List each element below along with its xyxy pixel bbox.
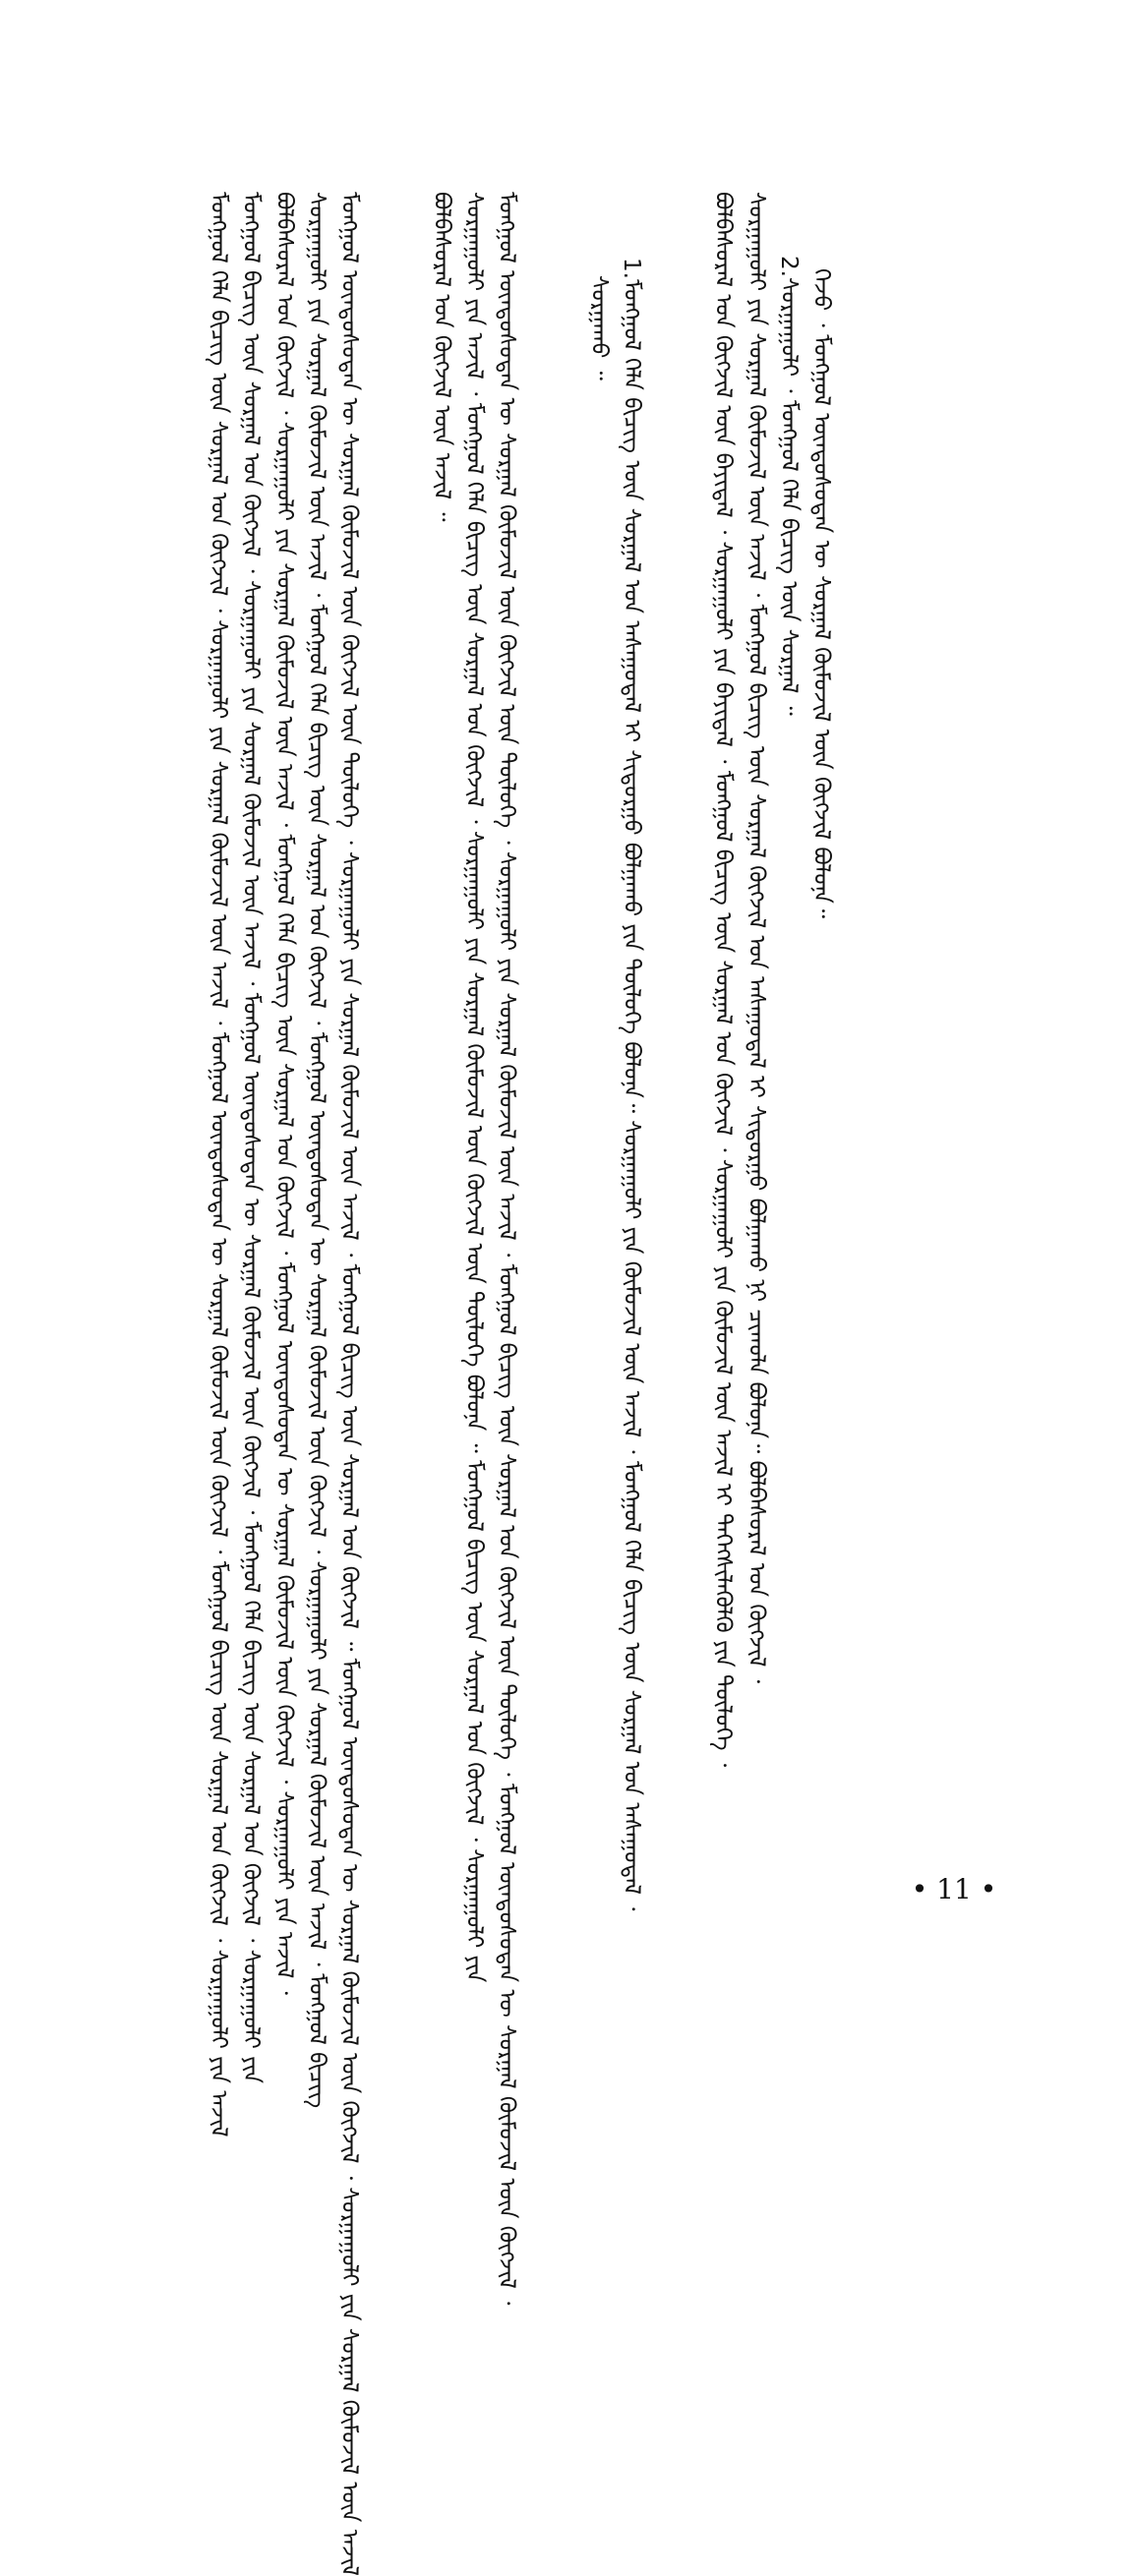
text-line: ᠮᠣᠩᠭᠣᠯ ᠬᠡᠯᠡ ᠪᠢᠴᠢᠭ ᠦᠨ ᠰᠤᠷᠭᠠᠯ ᠤᠨ ᠬᠥᠭᠵᠢᠯ ᠂ ᠰᠤᠷᠭᠠᠭᠤᠯᠢ ᠶᠢᠨ ᠰᠤᠷᠭᠠᠯ ᠬᠦᠮᠦᠵᠢᠯ ᠦᠨ ᠠᠵᠢᠯ ᠂ ᠮᠣᠩᠭᠣᠯ ᠦᠨᠳᠦᠰᠦᠲᠡᠨ ᠦ ᠰᠤᠷᠭᠠᠯ ᠬᠦᠮᠦᠵᠢᠯ ᠦᠨ ᠬᠥᠭᠵᠢᠯ ᠂ ᠮᠣᠩᠭᠣᠯ ᠪᠢᠴᠢᠭ ᠦᠨ ᠰᠤᠷᠭᠠᠯ ᠤᠨ ᠬᠥᠭᠵᠢᠯ ᠂ ᠰᠤᠷᠭᠠᠭᠤᠯᠢ ᠶᠢᠨ ᠠᠵᠢᠯ [206, 192, 231, 2137]
text-line: ᠪᠣᠯᠪᠠᠰᠤᠷᠠᠯ ᠤᠨ ᠬᠥᠭᠵᠢᠯ ᠦᠨ ᠠᠵᠢᠯ ᠃ [429, 192, 454, 522]
text-line: ᠪᠣᠯᠪᠠᠰᠤᠷᠠᠯ ᠤᠨ ᠬᠥᠭᠵᠢᠯ ᠂ ᠰᠤᠷᠭᠠᠭᠤᠯᠢ ᠶᠢᠨ ᠰᠤᠷᠭᠠᠯ ᠬᠦᠮᠦᠵᠢᠯ ᠦᠨ ᠠᠵᠢᠯ ᠂ ᠮᠣᠩᠭᠣᠯ ᠬᠡᠯᠡ ᠪᠢᠴᠢᠭ ᠦᠨ ᠰᠤᠷᠭᠠᠯ ᠤᠨ ᠬᠥᠭᠵᠢᠯ ᠂ ᠮᠣᠩᠭᠣᠯ ᠦᠨᠳᠦᠰᠦᠲᠡᠨ ᠦ ᠰᠤᠷᠭᠠᠯ ᠬᠦᠮᠦᠵᠢᠯ ᠦᠨ ᠬᠥᠭᠵᠢᠯ ᠂ ᠰᠤᠷᠭᠠᠭᠤᠯᠢ ᠶᠢᠨ ᠠᠵᠢᠯ ᠂ [271, 192, 297, 1995]
text-line: ᠮᠣᠩᠭᠣᠯ ᠦᠨᠳᠦᠰᠦᠲᠡᠨ ᠦ ᠰᠤᠷᠭᠠᠯ ᠬᠦᠮᠦᠵᠢᠯ ᠦᠨ ᠬᠥᠭᠵᠢᠯ ᠦᠨ ᠲᠥᠯᠥᠭᠡ ᠂ ᠰᠤᠷᠭᠠᠭᠤᠯᠢ ᠶᠢᠨ ᠰᠤᠷᠭᠠᠯ ᠬᠦᠮᠦᠵᠢᠯ ᠦᠨ ᠠᠵᠢᠯ ᠂ ᠮᠣᠩᠭᠣᠯ ᠪᠢᠴᠢᠭ ᠦᠨ ᠰᠤᠷᠭᠠᠯ ᠤᠨ ᠬᠥᠭᠵᠢᠯ ᠦᠨ ᠲᠥᠯᠥᠭᠡ ᠂ ᠮᠣᠩᠭᠣᠯ ᠦᠨᠳᠦᠰᠦᠲᠡᠨ ᠦ ᠰᠤᠷᠭᠠᠯ ᠬᠦᠮᠦᠵᠢᠯ ᠦᠨ ᠬᠥᠭᠵᠢᠯ ᠂ [494, 192, 519, 2306]
text-line: ᠮᠣᠩᠭᠣᠯ ᠪᠢᠴᠢᠭ ᠦᠨ ᠰᠤᠷᠭᠠᠯ ᠤᠨ ᠬᠥᠭᠵᠢᠯ ᠂ ᠰᠤᠷᠭᠠᠭᠤᠯᠢ ᠶᠢᠨ ᠰᠤᠷᠭᠠᠯ ᠬᠦᠮᠦᠵᠢᠯ ᠦᠨ ᠠᠵᠢᠯ ᠂ ᠮᠣᠩᠭᠣᠯ ᠦᠨᠳᠦᠰᠦᠲᠡᠨ ᠦ ᠰᠤᠷᠭᠠᠯ ᠬᠦᠮᠦᠵᠢᠯ ᠦᠨ ᠬᠥᠭᠵᠢᠯ ᠂ ᠮᠣᠩᠭᠣᠯ ᠬᠡᠯᠡ ᠪᠢᠴᠢᠭ ᠦᠨ ᠰᠤᠷᠭᠠᠯ ᠤᠨ ᠬᠥᠭᠵᠢᠯ ᠂ ᠰᠤᠷᠭᠠᠭᠤᠯᠢ ᠶᠢᠨ [238, 192, 264, 2083]
text-line: ᠰᠤᠷᠭᠠᠬᠤ ᠃ [586, 275, 612, 381]
text-line: ᠪᠣᠯᠪᠠᠰᠤᠷᠠᠯ ᠤᠨ ᠬᠥᠭᠵᠢᠯ ᠦᠨ ᠪᠠᠶᠢᠳᠠᠯ ᠂ ᠰᠤᠷᠭᠠᠭᠤᠯᠢ ᠶᠢᠨ ᠪᠠᠶᠢᠳᠠᠯ ᠂ ᠮᠣᠩᠭᠣᠯ ᠪᠢᠴᠢᠭ ᠦᠨ ᠰᠤᠷᠭᠠᠯ ᠤᠨ ᠬᠥᠭᠵᠢᠯ ᠂ ᠰᠤᠷᠭᠠᠭᠤᠯᠢ ᠶᠢᠨ ᠬᠦᠮᠦᠵᠢᠯ ᠦᠨ ᠠᠵᠢᠯ ᠢ ᠳᠡᠭᠡᠭᠰᠢᠯᠡᠭᠦᠯᠬᠦ ᠶᠢᠨ ᠲᠥᠯᠥᠭᠡ ᠂ [710, 192, 736, 1768]
text-line: ᠰᠤᠷᠭᠠᠭᠤᠯᠢ ᠶᠢᠨ ᠠᠵᠢᠯ ᠂ ᠮᠣᠩᠭᠣᠯ ᠬᠡᠯᠡ ᠪᠢᠴᠢᠭ ᠦᠨ ᠰᠤᠷᠭᠠᠯ ᠤᠨ ᠬᠥᠭᠵᠢᠯ ᠂ ᠰᠤᠷᠭᠠᠭᠤᠯᠢ ᠶᠢᠨ ᠰᠤᠷᠭᠠᠯ ᠬᠦᠮᠦᠵᠢᠯ ᠦᠨ ᠬᠥᠭᠵᠢᠯ ᠦᠨ ᠲᠥᠯᠥᠭᠡ ᠪᠣᠯᠤᠨᠠ ᠃ ᠮᠣᠩᠭᠣᠯ ᠪᠢᠴᠢᠭ ᠦᠨ ᠰᠤᠷᠭᠠᠯ ᠤᠨ ᠬᠥᠭᠵᠢᠯ ᠂ ᠰᠤᠷᠭᠠᠭᠤᠯᠢ ᠶᠢᠨ [461, 192, 487, 1983]
text-line: ᠮᠣᠩᠭᠣᠯ ᠦᠨᠳᠦᠰᠦᠲᠡᠨ ᠦ ᠰᠤᠷᠭᠠᠯ ᠬᠦᠮᠦᠵᠢᠯ ᠦᠨ ᠬᠥᠭᠵᠢᠯ ᠦᠨ ᠲᠥᠯᠥᠭᠡ ᠂ ᠰᠤᠷᠭᠠᠭᠤᠯᠢ ᠶᠢᠨ ᠰᠤᠷᠭᠠᠯ ᠬᠦᠮᠦᠵᠢᠯ ᠦᠨ ᠠᠵᠢᠯ ᠂ ᠮᠣᠩᠭᠣᠯ ᠪᠢᠴᠢᠭ ᠦᠨ ᠰᠤᠷᠭᠠᠯ ᠤᠨ ᠬᠥᠭᠵᠢᠯ ᠃ ᠮᠣᠩᠭᠣᠯ ᠦᠨᠳᠦᠰᠦᠲᠡᠨ ᠦ ᠰᠤᠷᠭᠠᠯ ᠬᠦᠮᠦᠵᠢᠯ ᠦᠨ ᠬᠥᠭᠵᠢᠯ ᠂ ᠰᠤᠷᠭᠠᠭᠤᠯᠢ ᠶᠢᠨ ᠰᠤᠷᠭᠠᠯ ᠬᠦᠮᠦᠵᠢᠯ ᠦᠨ ᠠᠵᠢᠯ [336, 192, 362, 2576]
text-line: 1.ᠮᠣᠩᠭᠣᠯ ᠬᠡᠯᠡ ᠪᠢᠴᠢᠭ ᠦᠨ ᠰᠤᠷᠭᠠᠯ ᠤᠨ ᠠᠰᠠᠭᠤᠳᠠᠯ ᠢ ᠰᠢᠳᠤᠷᠭᠤ ᠪᠣᠯᠭᠠᠬᠤ ᠶᠢᠨ ᠲᠥᠯᠥᠭᠡ ᠪᠣᠯᠤᠨᠠ᠃ ᠰᠤᠷᠭᠠᠭᠤᠯᠢ ᠶᠢᠨ ᠬᠦᠮᠦᠵᠢᠯ ᠦᠨ ᠠᠵᠢᠯ ᠂ ᠮᠣᠩᠭᠣᠯ ᠬᠡᠯᠡ ᠪᠢᠴᠢᠭ ᠦᠨ ᠰᠤᠷᠭᠠᠯ ᠤᠨ ᠠᠰᠠᠭᠤᠳᠠᠯ ᠂ [619, 258, 644, 1911]
page-number: • 11 • [911, 1873, 997, 1905]
text-line: ᠰᠤᠷᠭᠠᠭᠤᠯᠢ ᠶᠢᠨ ᠰᠤᠷᠭᠠᠯ ᠬᠦᠮᠦᠵᠢᠯ ᠦᠨ ᠠᠵᠢᠯ ᠂ ᠮᠣᠩᠭᠣᠯ ᠬᠡᠯᠡ ᠪᠢᠴᠢᠭ ᠦᠨ ᠰᠤᠷᠭᠠᠯ ᠤᠨ ᠬᠥᠭᠵᠢᠯ ᠂ ᠮᠣᠩᠭᠣᠯ ᠦᠨᠳᠦᠰᠦᠲᠡᠨ ᠦ ᠰᠤᠷᠭᠠᠯ ᠬᠦᠮᠦᠵᠢᠯ ᠦᠨ ᠬᠥᠭᠵᠢᠯ ᠂ ᠰᠤᠷᠭᠠᠭᠤᠯᠢ ᠶᠢᠨ ᠰᠤᠷᠭᠠᠯ ᠬᠦᠮᠦᠵᠢᠯ ᠦᠨ ᠠᠵᠢᠯ ᠂ ᠮᠣᠩᠭᠣᠯ ᠪᠢᠴᠢᠭ [304, 192, 329, 2109]
text-line: 2.ᠰᠤᠷᠭᠠᠭᠤᠯᠢ ᠂ ᠮᠣᠩᠭᠣᠯ ᠬᠡᠯᠡ ᠪᠢᠴᠢᠭ ᠦᠨ ᠰᠤᠷᠭᠠᠯ ᠃ [776, 256, 802, 716]
text-line: ᠰᠤᠷᠭᠠᠭᠤᠯᠢ ᠶᠢᠨ ᠰᠤᠷᠭᠠᠯ ᠬᠦᠮᠦᠵᠢᠯ ᠦᠨ ᠠᠵᠢᠯ ᠂ ᠮᠣᠩᠭᠣᠯ ᠪᠢᠴᠢᠭ ᠦᠨ ᠰᠤᠷᠭᠠᠯ ᠬᠥᠭᠵᠢᠯ ᠤᠨ ᠠᠰᠠᠭᠤᠳᠠᠯ ᠢ ᠰᠢᠳᠤᠷᠭᠤ ᠪᠣᠯᠭᠠᠬᠤ ᠨᠢ ᠴᠢᠬᠤᠯᠠ ᠪᠣᠯᠤᠨᠠ᠃ ᠪᠣᠯᠪᠠᠰᠤᠷᠠᠯ ᠤᠨ ᠬᠥᠭᠵᠢᠯ ᠂ [744, 192, 769, 1684]
text-line: ᠬᠡᠵᠦ ᠂ ᠮᠣᠩᠭᠣᠯ ᠦᠨᠳᠦᠰᠦᠲᠡᠨ ᠦ ᠰᠤᠷᠭᠠᠯ ᠬᠦᠮᠦᠵᠢᠯ ᠦᠨ ᠬᠥᠭᠵᠢᠯ ᠪᠣᠯᠤᠨᠠ᠃ [808, 268, 834, 919]
